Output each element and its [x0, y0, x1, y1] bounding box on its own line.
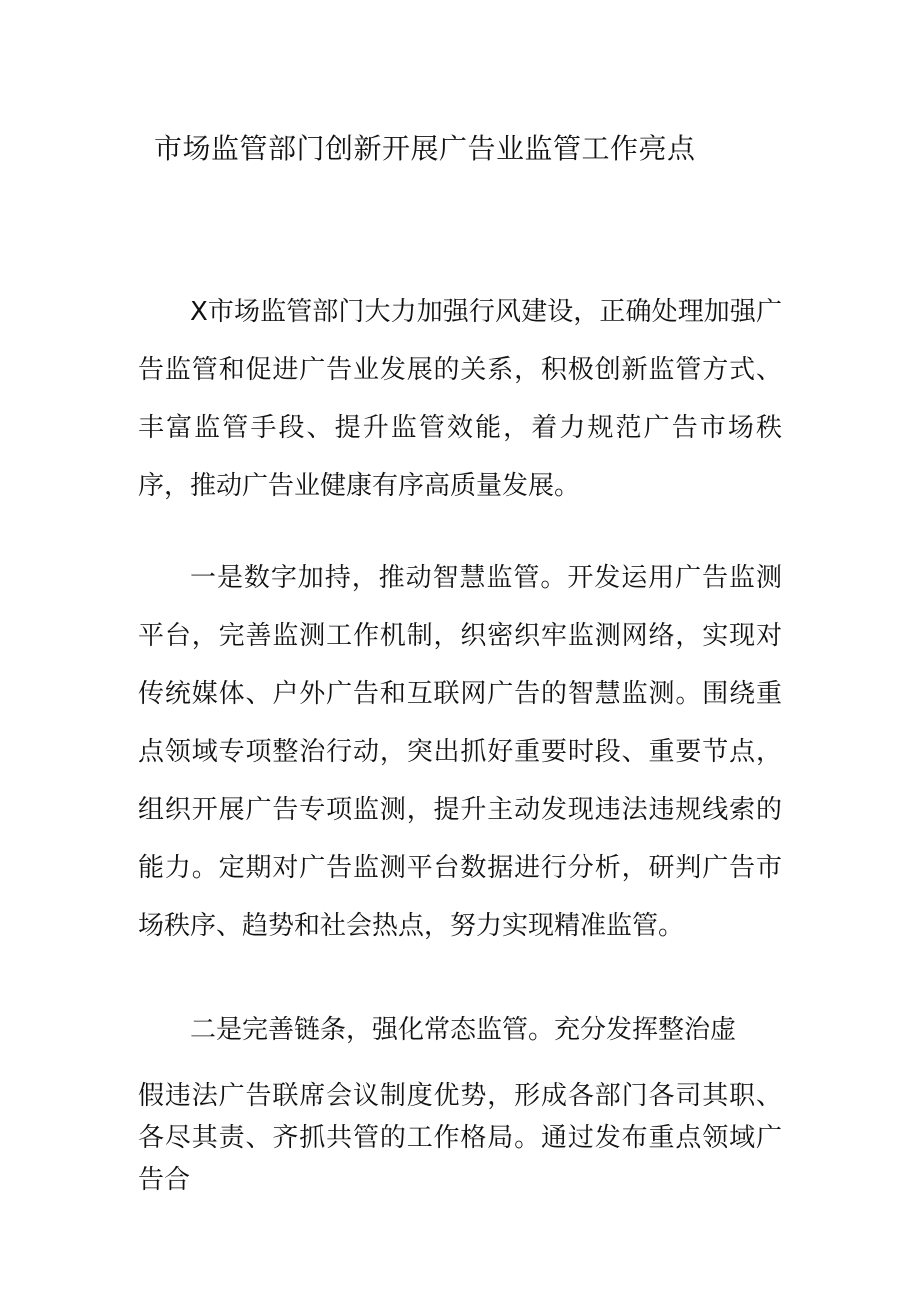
paragraph-point-one: 一是数字加持，推动智慧监管。开发运用广告监测平台，完善监测工作机制，织密织牢监测网络，实现对传统媒体、户外广告和互联网广告的智慧监测。围绕重点领域专项整治行动，突出抓好重要时段、重要节点，组织开展广告专项监测，提升主动发现违法违规线索的能力。定期对广告监测平台数据进行分析，研判广告市场秩序、趋势和社会热点，努力实现精准监管。 [138, 563, 782, 941]
paragraph-intro: X市场监管部门大力加强行风建设，正确处理加强广告监管和促进广告业发展的关系，积极创新监管方式、丰富监管手段、提升监管效能，着力规范广告市场秩序，推动广告业健康有序高质量发展。 [138, 297, 782, 501]
paragraph-point-two-heading: 二是完善链条，强化常态监管。充分发挥整治虚 [190, 1015, 737, 1045]
document-title: 市场监管部门创新开展广告业监管工作亮点 [154, 132, 696, 165]
paragraph-point-two-body: 假违法广告联席会议制度优势，形成各部门各司其职、各尽其责、齐抓共管的工作格局。通过发布重点领域广告合 [138, 1081, 782, 1195]
